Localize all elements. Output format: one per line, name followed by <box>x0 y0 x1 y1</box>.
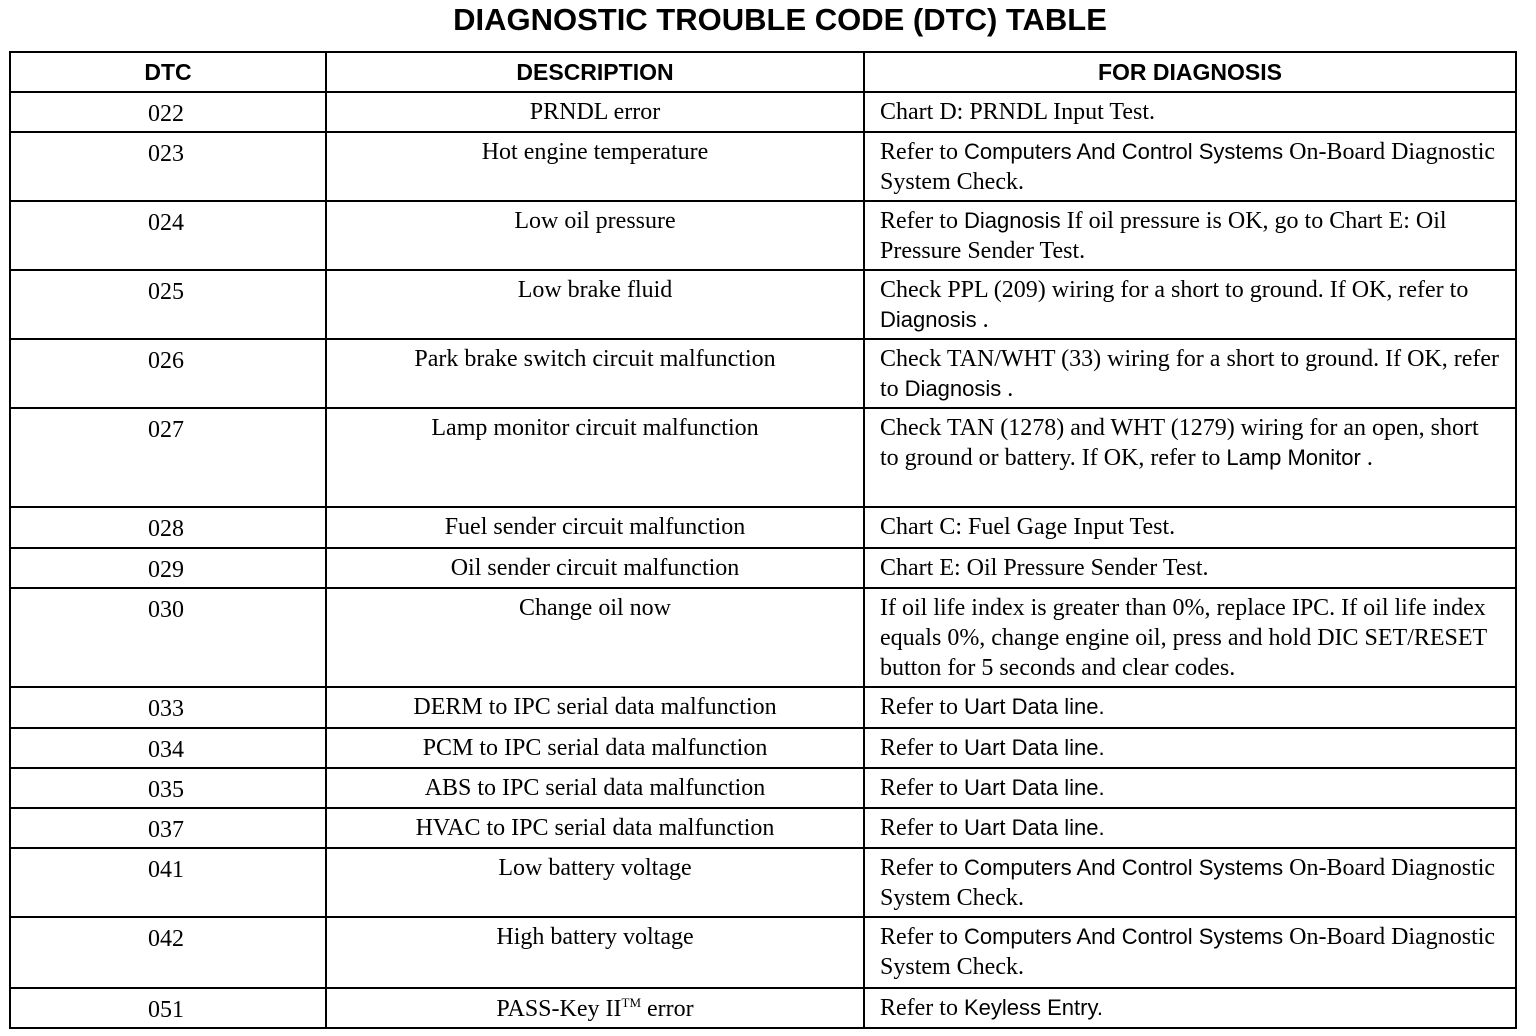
diagnosis-cell <box>864 848 1516 917</box>
table-row <box>10 201 1516 270</box>
diagnosis-text: . <box>1001 376 1014 402</box>
diagnosis-cell <box>864 507 1516 548</box>
diagnosis-text: If oil pressure is OK, go to Chart E: Oil Pressure Sender Test. <box>880 208 1447 264</box>
diagnosis-cell <box>864 917 1516 988</box>
table-row <box>10 808 1516 848</box>
dtc-code-cell: 030 <box>10 588 326 687</box>
reference-link[interactable]: Uart Data line. <box>963 775 1105 800</box>
description-suffix: error <box>641 996 694 1022</box>
diagnosis-text: On-Board Diagnostic System Check. <box>880 855 1496 911</box>
reference-link[interactable]: Uart Data line. <box>963 694 1105 719</box>
diagnosis-text: Refer to <box>880 208 964 234</box>
dtc-code-cell: 051 <box>10 988 326 1028</box>
diagnosis-text: Refer to <box>880 995 964 1021</box>
description-text: PASS-Key II <box>496 996 622 1022</box>
description-text: ABS to IPC serial data malfunction <box>424 775 766 801</box>
dtc-code-cell: 025 <box>10 270 326 339</box>
description-cell <box>326 687 864 728</box>
dtc-code-cell: 041 <box>10 848 326 917</box>
diagnosis-text: Refer to <box>880 855 964 881</box>
diagnosis-text: On-Board Diagnostic System Check. <box>880 924 1496 980</box>
description-text: DERM to IPC serial data malfunction <box>413 694 777 720</box>
table-row <box>10 339 1516 408</box>
description-cell <box>326 808 864 848</box>
diagnosis-cell <box>864 270 1516 339</box>
reference-link[interactable]: Computers And Control Systems <box>963 924 1284 949</box>
dtc-code-cell: 022 <box>10 92 326 132</box>
description-cell <box>326 201 864 270</box>
reference-link[interactable]: Lamp Monitor <box>1226 445 1361 470</box>
dtc-code-cell: 028 <box>10 507 326 548</box>
diagnosis-cell <box>864 588 1516 687</box>
diagnosis-text: Refer to <box>880 139 964 165</box>
description-text: Change oil now <box>519 595 671 621</box>
diagnosis-text: If oil life index is greater than 0%, replace IPC. If oil life index equals 0%, change engine oil, press and hold DIC SET/RESET button for 5 seconds and clear codes. <box>880 595 1487 681</box>
reference-link[interactable]: Computers And Control Systems <box>963 139 1284 164</box>
diagnosis-text: Chart E: Oil Pressure Sender Test. <box>880 555 1209 581</box>
dtc-code-cell: 024 <box>10 201 326 270</box>
description-cell <box>326 548 864 588</box>
dtc-code-cell: 026 <box>10 339 326 408</box>
dtc-code-cell: 023 <box>10 132 326 201</box>
page-title: DIAGNOSTIC TROUBLE CODE (DTC) TABLE <box>453 2 1107 37</box>
description-cell <box>326 132 864 201</box>
table-row <box>10 728 1516 768</box>
table-row <box>10 548 1516 588</box>
diagnosis-cell <box>864 687 1516 728</box>
table-row <box>10 132 1516 201</box>
table-row <box>10 408 1516 507</box>
diagnosis-text: Chart C: Fuel Gage Input Test. <box>880 514 1176 540</box>
diagnosis-text: Refer to <box>880 924 964 950</box>
diagnosis-cell <box>864 92 1516 132</box>
reference-link[interactable]: Diagnosis <box>963 208 1061 233</box>
diagnosis-text: Refer to <box>880 694 964 720</box>
reference-link[interactable]: Computers And Control Systems <box>963 855 1284 880</box>
description-text: Oil sender circuit malfunction <box>450 555 740 581</box>
diagnosis-cell <box>864 408 1516 507</box>
diagnosis-text: Check TAN/WHT (33) wiring for a short to ground. If OK, refer to <box>880 346 1500 402</box>
diagnosis-text: Refer to <box>880 775 964 801</box>
table-row <box>10 687 1516 728</box>
column-header-dtc: DTC <box>10 52 326 92</box>
column-header-description: DESCRIPTION <box>326 52 864 92</box>
diagnosis-cell <box>864 339 1516 408</box>
dtc-code-cell: 033 <box>10 687 326 728</box>
description-cell <box>326 408 864 507</box>
table-row <box>10 588 1516 687</box>
reference-link[interactable]: Keyless Entry. <box>963 995 1103 1020</box>
description-text: Park brake switch circuit malfunction <box>414 346 776 372</box>
description-text: Lamp monitor circuit malfunction <box>431 415 759 441</box>
description-cell <box>326 270 864 339</box>
table-row <box>10 988 1516 1028</box>
diagnosis-text: On-Board Diagnostic System Check. <box>880 139 1496 195</box>
description-cell <box>326 92 864 132</box>
description-cell <box>326 768 864 808</box>
diagnosis-cell <box>864 728 1516 768</box>
diagnosis-cell <box>864 548 1516 588</box>
table-row <box>10 848 1516 917</box>
reference-link[interactable]: Diagnosis <box>880 307 977 332</box>
table-row <box>10 768 1516 808</box>
description-text: Fuel sender circuit malfunction <box>444 514 746 540</box>
description-text: Low battery voltage <box>498 855 692 881</box>
description-cell <box>326 728 864 768</box>
dtc-code-cell: 037 <box>10 808 326 848</box>
description-text: PRNDL error <box>529 99 661 125</box>
description-text: High battery voltage <box>496 924 694 950</box>
description-text: PCM to IPC serial data malfunction <box>422 735 768 761</box>
diagnosis-cell <box>864 132 1516 201</box>
description-text: Low oil pressure <box>514 208 676 234</box>
table-row <box>10 270 1516 339</box>
description-cell <box>326 848 864 917</box>
diagnosis-text: Check TAN (1278) and WHT (1279) wiring for an open, short to ground or battery. If OK, refer to <box>880 415 1479 471</box>
description-text: HVAC to IPC serial data malfunction <box>415 815 775 841</box>
table-header-row <box>10 52 1516 92</box>
dtc-table <box>9 51 1517 1029</box>
description-cell <box>326 588 864 687</box>
diagnosis-cell <box>864 201 1516 270</box>
diagnosis-text: Check PPL (209) wiring for a short to ground. If OK, refer to <box>880 277 1469 303</box>
reference-link[interactable]: Uart Data line. <box>963 735 1105 760</box>
dtc-code-cell: 035 <box>10 768 326 808</box>
column-header-for-diagnosis: FOR DIAGNOSIS <box>864 52 1516 92</box>
reference-link[interactable]: Uart Data line. <box>963 815 1105 840</box>
description-cell <box>326 917 864 988</box>
trademark-superscript: TM <box>621 995 641 1010</box>
table-row <box>10 507 1516 548</box>
dtc-code-cell: 034 <box>10 728 326 768</box>
diagnosis-cell <box>864 768 1516 808</box>
diagnosis-text: Refer to <box>880 815 964 841</box>
description-text: Low brake fluid <box>517 277 673 303</box>
description-text: Hot engine temperature <box>481 139 709 165</box>
diagnosis-cell <box>864 808 1516 848</box>
dtc-code-cell: 029 <box>10 548 326 588</box>
description-cell <box>326 339 864 408</box>
table-row <box>10 917 1516 988</box>
description-cell <box>326 507 864 548</box>
dtc-code-cell: 027 <box>10 408 326 507</box>
diagnosis-cell <box>864 988 1516 1028</box>
dtc-code-cell: 042 <box>10 917 326 988</box>
diagnosis-text: . <box>976 307 989 333</box>
diagnosis-text: Refer to <box>880 735 964 761</box>
description-cell <box>326 988 864 1028</box>
reference-link[interactable]: Diagnosis <box>904 376 1002 401</box>
table-row <box>10 92 1516 132</box>
diagnosis-text: . <box>1360 445 1373 471</box>
diagnosis-text: Chart D: PRNDL Input Test. <box>880 99 1155 125</box>
